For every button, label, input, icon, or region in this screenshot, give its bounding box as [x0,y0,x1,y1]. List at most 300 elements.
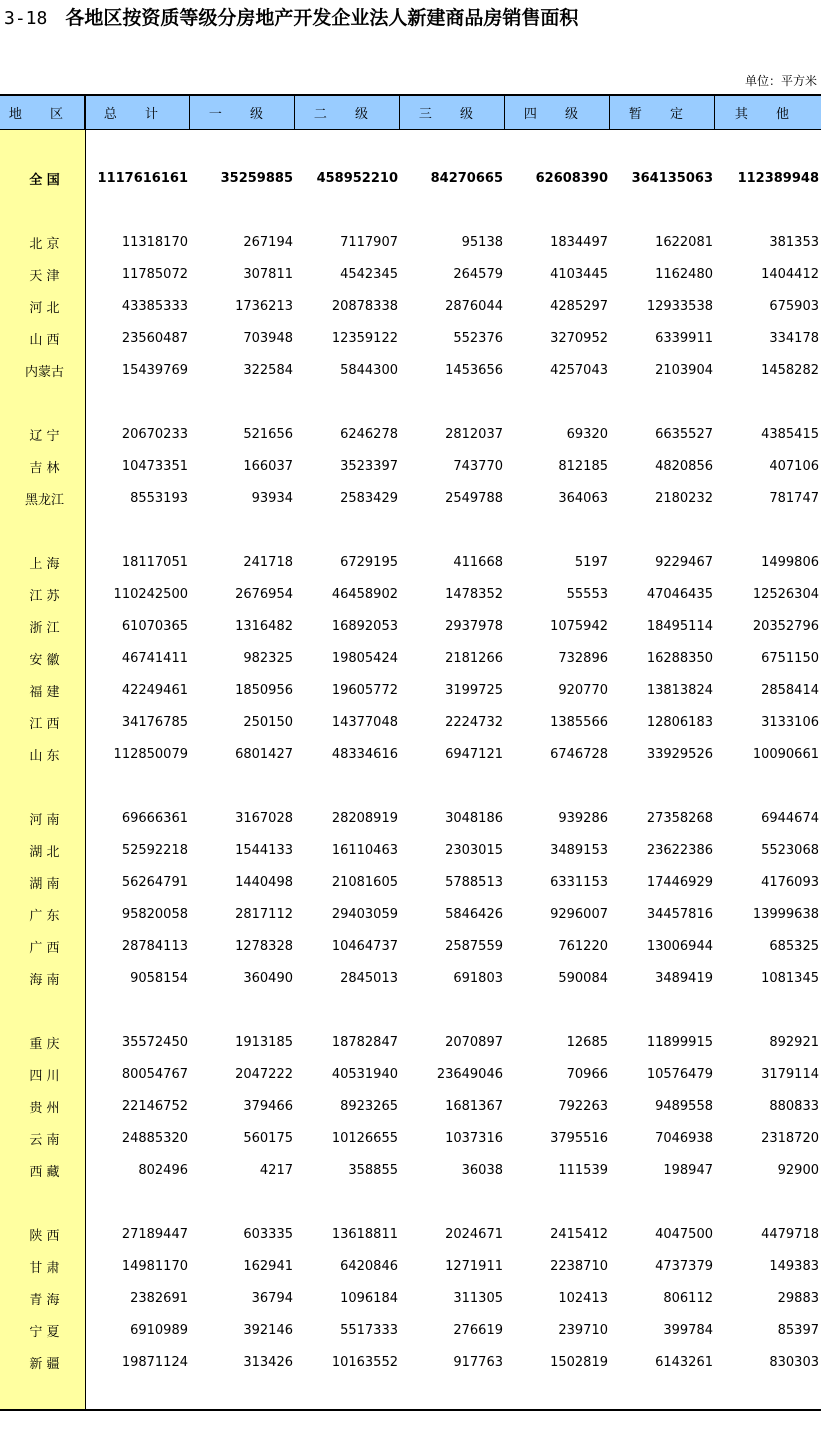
value-cell: 2382691 [130,1290,188,1306]
value-cell: 9229467 [655,554,713,570]
value-cell: 4257043 [550,362,608,378]
value-cell: 4217 [259,1162,293,1178]
region-cell: 河 南 [29,812,60,828]
value-cell: 4176093 [761,874,819,890]
value-cell: 29883 [777,1290,819,1306]
value-cell: 2180232 [655,490,713,506]
value-cell: 241718 [243,554,293,570]
value-cell: 313426 [243,1354,293,1370]
value-cell: 399784 [663,1322,713,1338]
value-cell: 458952210 [316,170,398,186]
value-cell: 1316482 [235,618,293,634]
value-cell: 10464737 [331,938,398,954]
region-cell: 青 海 [29,1292,60,1308]
table-header [0,96,821,130]
value-cell: 47046435 [646,586,713,602]
value-cell: 6947121 [445,746,503,762]
value-cell: 334178 [769,330,819,346]
value-cell: 1096184 [340,1290,398,1306]
region-cell: 辽 宁 [29,428,60,444]
region-cell: 浙 江 [29,620,60,636]
value-cell: 5844300 [340,362,398,378]
region-cell: 北 京 [29,236,60,252]
value-cell: 4385415 [761,426,819,442]
value-cell: 792263 [558,1098,608,1114]
value-cell: 2676954 [235,586,293,602]
column-header: 一 级 [190,96,295,129]
value-cell: 276619 [453,1322,503,1338]
value-cell: 1278328 [235,938,293,954]
value-cell: 250150 [243,714,293,730]
value-cell: 1075942 [550,618,608,634]
column-header: 暂 定 [610,96,715,129]
region-cell: 海 南 [29,972,60,988]
table-row [0,834,821,866]
value-cell: 1117616161 [97,170,188,186]
value-cell: 7117907 [340,234,398,250]
value-cell: 10126655 [331,1130,398,1146]
value-cell: 6944674 [761,810,819,826]
value-cell: 111539 [558,1162,608,1178]
value-cell: 358855 [348,1162,398,1178]
bottom-rule [0,1409,821,1411]
value-cell: 110242500 [113,586,188,602]
table-row [0,898,821,930]
value-cell: 5523068 [761,842,819,858]
value-cell: 603335 [243,1226,293,1242]
value-cell: 13813824 [646,682,713,698]
value-cell: 2047222 [235,1066,293,1082]
value-cell: 521656 [243,426,293,442]
value-cell: 3167028 [235,810,293,826]
table-row [0,1346,821,1378]
value-cell: 19605772 [331,682,398,698]
value-cell: 5846426 [445,906,503,922]
table-row [0,1314,821,1346]
value-cell: 19805424 [331,650,398,666]
value-cell: 9296007 [550,906,608,922]
region-column-divider [85,96,86,1410]
value-cell: 6751150 [761,650,819,666]
value-cell: 14377048 [331,714,398,730]
value-cell: 1913185 [235,1034,293,1050]
table-row [0,1154,821,1186]
value-cell: 6331153 [550,874,608,890]
value-cell: 691803 [453,970,503,986]
region-cell: 新 疆 [29,1356,60,1372]
table-row [0,866,821,898]
value-cell: 1622081 [655,234,713,250]
value-cell: 2937978 [445,618,503,634]
table-row [0,642,821,674]
value-cell: 35572450 [121,1034,188,1050]
value-cell: 70966 [566,1066,608,1082]
value-cell: 20670233 [121,426,188,442]
value-cell: 3523397 [340,458,398,474]
region-cell: 湖 北 [29,844,60,860]
value-cell: 982325 [243,650,293,666]
table-row [0,962,821,994]
value-cell: 364063 [558,490,608,506]
value-cell: 3489419 [655,970,713,986]
value-cell: 1458282 [761,362,819,378]
value-cell: 360490 [243,970,293,986]
column-header: 二 级 [295,96,400,129]
value-cell: 27358268 [646,810,713,826]
value-cell: 322584 [243,362,293,378]
value-cell: 6635527 [655,426,713,442]
value-cell: 52592218 [121,842,188,858]
value-cell: 2238710 [550,1258,608,1274]
value-cell: 112389948 [737,170,819,186]
region-cell: 内蒙古 [24,364,64,380]
value-cell: 10163552 [331,1354,398,1370]
value-cell: 892921 [769,1034,819,1050]
value-cell: 4737379 [655,1258,713,1274]
value-cell: 23560487 [121,330,188,346]
table-row [0,546,821,578]
table-row [0,706,821,738]
value-cell: 34457816 [646,906,713,922]
value-cell: 18782847 [331,1034,398,1050]
region-cell: 四 川 [29,1068,60,1084]
value-cell: 830303 [769,1354,819,1370]
value-cell: 28784113 [121,938,188,954]
table-row [0,258,821,290]
value-cell: 3133106 [761,714,819,730]
region-cell: 天 津 [29,268,60,284]
table-row [0,322,821,354]
value-cell: 2024671 [445,1226,503,1242]
value-cell: 307811 [243,266,293,282]
region-cell: 河 北 [29,300,60,316]
value-cell: 802496 [138,1162,188,1178]
value-cell: 1850956 [235,682,293,698]
table-title: 各地区按资质等级分房地产开发企业法人新建商品房销售面积 [65,7,579,29]
table-row [0,1090,821,1122]
value-cell: 6339911 [655,330,713,346]
value-cell: 36038 [461,1162,503,1178]
value-cell: 379466 [243,1098,293,1114]
value-cell: 95138 [461,234,503,250]
column-header: 总 计 [85,96,190,129]
column-header: 三 级 [400,96,505,129]
value-cell: 85397 [777,1322,819,1338]
region-cell: 山 西 [29,332,60,348]
region-cell: 上 海 [29,556,60,572]
value-cell: 6801427 [235,746,293,762]
value-cell: 2587559 [445,938,503,954]
value-cell: 7046938 [655,1130,713,1146]
value-cell: 6143261 [655,1354,713,1370]
value-cell: 2303015 [445,842,503,858]
table-row [0,674,821,706]
value-cell: 16110463 [331,842,398,858]
region-cell: 云 南 [29,1132,60,1148]
value-cell: 685325 [769,938,819,954]
value-cell: 311305 [453,1290,503,1306]
value-cell: 48334616 [331,746,398,762]
value-cell: 112850079 [113,746,188,762]
value-cell: 411668 [453,554,503,570]
value-cell: 3489153 [550,842,608,858]
value-cell: 12806183 [646,714,713,730]
region-cell: 陕 西 [29,1228,60,1244]
value-cell: 2876044 [445,298,503,314]
value-cell: 69320 [566,426,608,442]
value-cell: 46458902 [331,586,398,602]
table-row [0,290,821,322]
value-cell: 13006944 [646,938,713,954]
value-cell: 2070897 [445,1034,503,1050]
value-cell: 806112 [663,1290,713,1306]
value-cell: 11318170 [121,234,188,250]
value-cell: 92900 [777,1162,819,1178]
value-cell: 6420846 [340,1258,398,1274]
value-cell: 2103904 [655,362,713,378]
region-cell: 全 国 [29,172,60,188]
value-cell: 9489558 [655,1098,713,1114]
value-cell: 1162480 [655,266,713,282]
value-cell: 3048186 [445,810,503,826]
value-cell: 1736213 [235,298,293,314]
table-number: 3-18 [4,8,48,29]
value-cell: 62608390 [535,170,608,186]
value-cell: 6746728 [550,746,608,762]
value-cell: 4047500 [655,1226,713,1242]
table-row [0,930,821,962]
value-cell: 102413 [558,1290,608,1306]
table-row [0,1218,821,1250]
value-cell: 392146 [243,1322,293,1338]
table-row [0,610,821,642]
value-cell: 18495114 [646,618,713,634]
value-cell: 1440498 [235,874,293,890]
value-cell: 34176785 [121,714,188,730]
value-cell: 6246278 [340,426,398,442]
value-cell: 1502819 [550,1354,608,1370]
value-cell: 15439769 [121,362,188,378]
value-cell: 4103445 [550,266,608,282]
value-cell: 8923265 [340,1098,398,1114]
value-cell: 1681367 [445,1098,503,1114]
region-cell: 西 藏 [29,1164,60,1180]
value-cell: 17446929 [646,874,713,890]
value-cell: 364135063 [631,170,713,186]
value-cell: 24885320 [121,1130,188,1146]
value-cell: 5197 [574,554,608,570]
region-cell: 宁 夏 [29,1324,60,1340]
value-cell: 917763 [453,1354,503,1370]
value-cell: 33929526 [646,746,713,762]
region-cell: 江 西 [29,716,60,732]
value-cell: 1404412 [761,266,819,282]
value-cell: 939286 [558,810,608,826]
value-cell: 1834497 [550,234,608,250]
value-cell: 2845013 [340,970,398,986]
value-cell: 93934 [251,490,293,506]
value-cell: 920770 [558,682,608,698]
value-cell: 2858414 [761,682,819,698]
table-row [0,1026,821,1058]
region-cell: 山 东 [29,748,60,764]
value-cell: 12359122 [331,330,398,346]
value-cell: 29403059 [331,906,398,922]
column-header: 地 区 [0,96,85,129]
unit-label: 单位：平方米 [744,74,817,88]
table-row [0,1282,821,1314]
value-cell: 590084 [558,970,608,986]
value-cell: 675903 [769,298,819,314]
table-row [0,354,821,386]
value-cell: 1544133 [235,842,293,858]
value-cell: 27189447 [121,1226,188,1242]
value-cell: 407106 [769,458,819,474]
page-title [4,4,578,32]
value-cell: 1037316 [445,1130,503,1146]
value-cell: 28208919 [331,810,398,826]
value-cell: 198947 [663,1162,713,1178]
value-cell: 23622386 [646,842,713,858]
table-row [0,802,821,834]
column-header: 其 他 [734,107,802,122]
value-cell: 18117051 [121,554,188,570]
value-cell: 20352796 [752,618,819,634]
value-cell: 69666361 [121,810,188,826]
value-cell: 381353 [769,234,819,250]
value-cell: 4479718 [761,1226,819,1242]
value-cell: 5788513 [445,874,503,890]
value-cell: 95820058 [121,906,188,922]
value-cell: 2318720 [761,1130,819,1146]
table-row [0,418,821,450]
region-cell: 广 西 [29,940,60,956]
value-cell: 239710 [558,1322,608,1338]
value-cell: 2224732 [445,714,503,730]
value-cell: 12685 [566,1034,608,1050]
value-cell: 743770 [453,458,503,474]
value-cell: 61070365 [121,618,188,634]
value-cell: 12526304 [752,586,819,602]
column-header: 四 级 [505,96,610,129]
value-cell: 781747 [769,490,819,506]
value-cell: 4820856 [655,458,713,474]
value-cell: 23649046 [436,1066,503,1082]
region-cell: 吉 林 [29,460,60,476]
value-cell: 16288350 [646,650,713,666]
value-cell: 14981170 [121,1258,188,1274]
value-cell: 10090661 [752,746,819,762]
value-cell: 20878338 [331,298,398,314]
value-cell: 2583429 [340,490,398,506]
table-row [0,1250,821,1282]
value-cell: 55553 [566,586,608,602]
value-cell: 1271911 [445,1258,503,1274]
region-cell: 福 建 [29,684,60,700]
value-cell: 12933538 [646,298,713,314]
region-cell: 黑龙江 [24,492,64,508]
value-cell: 19871124 [121,1354,188,1370]
value-cell: 35259885 [220,170,293,186]
value-cell: 812185 [558,458,608,474]
value-cell: 1081345 [761,970,819,986]
value-cell: 2415412 [550,1226,608,1242]
value-cell: 36794 [251,1290,293,1306]
value-cell: 267194 [243,234,293,250]
table-row [0,450,821,482]
value-cell: 1478352 [445,586,503,602]
value-cell: 46741411 [121,650,188,666]
value-cell: 761220 [558,938,608,954]
region-cell: 安 徽 [29,652,60,668]
value-cell: 1385566 [550,714,608,730]
table-row [0,1122,821,1154]
value-cell: 4542345 [340,266,398,282]
value-cell: 22146752 [121,1098,188,1114]
value-cell: 149383 [769,1258,819,1274]
value-cell: 3270952 [550,330,608,346]
region-cell: 甘 肃 [29,1260,60,1276]
table-row [0,1058,821,1090]
value-cell: 166037 [243,458,293,474]
value-cell: 10473351 [121,458,188,474]
value-cell: 9058154 [130,970,188,986]
table-row [0,226,821,258]
value-cell: 1499806 [761,554,819,570]
value-cell: 6729195 [340,554,398,570]
value-cell: 42249461 [121,682,188,698]
value-cell: 43385333 [121,298,188,314]
value-cell: 2812037 [445,426,503,442]
value-cell: 2549788 [445,490,503,506]
value-cell: 80054767 [121,1066,188,1082]
region-cell: 贵 州 [29,1100,60,1116]
value-cell: 13999638 [752,906,819,922]
value-cell: 2181266 [445,650,503,666]
value-cell: 703948 [243,330,293,346]
value-cell: 13618811 [331,1226,398,1242]
value-cell: 880833 [769,1098,819,1114]
value-cell: 21081605 [331,874,398,890]
value-cell: 4285297 [550,298,608,314]
value-cell: 84270665 [430,170,503,186]
value-cell: 40531940 [331,1066,398,1082]
value-cell: 162941 [243,1258,293,1274]
value-cell: 10576479 [646,1066,713,1082]
value-cell: 264579 [453,266,503,282]
value-cell: 2817112 [235,906,293,922]
value-cell: 1453656 [445,362,503,378]
value-cell: 3199725 [445,682,503,698]
value-cell: 8553193 [130,490,188,506]
total-row [0,162,821,194]
value-cell: 6910989 [130,1322,188,1338]
region-cell: 广 东 [29,908,60,924]
region-cell: 湖 南 [29,876,60,892]
value-cell: 11785072 [121,266,188,282]
value-cell: 552376 [453,330,503,346]
value-cell: 3795516 [550,1130,608,1146]
value-cell: 560175 [243,1130,293,1146]
table-row [0,738,821,770]
table-row [0,482,821,514]
value-cell: 5517333 [340,1322,398,1338]
value-cell: 56264791 [121,874,188,890]
value-cell: 732896 [558,650,608,666]
region-cell: 江 苏 [29,588,60,604]
value-cell: 16892053 [331,618,398,634]
table-row [0,578,821,610]
